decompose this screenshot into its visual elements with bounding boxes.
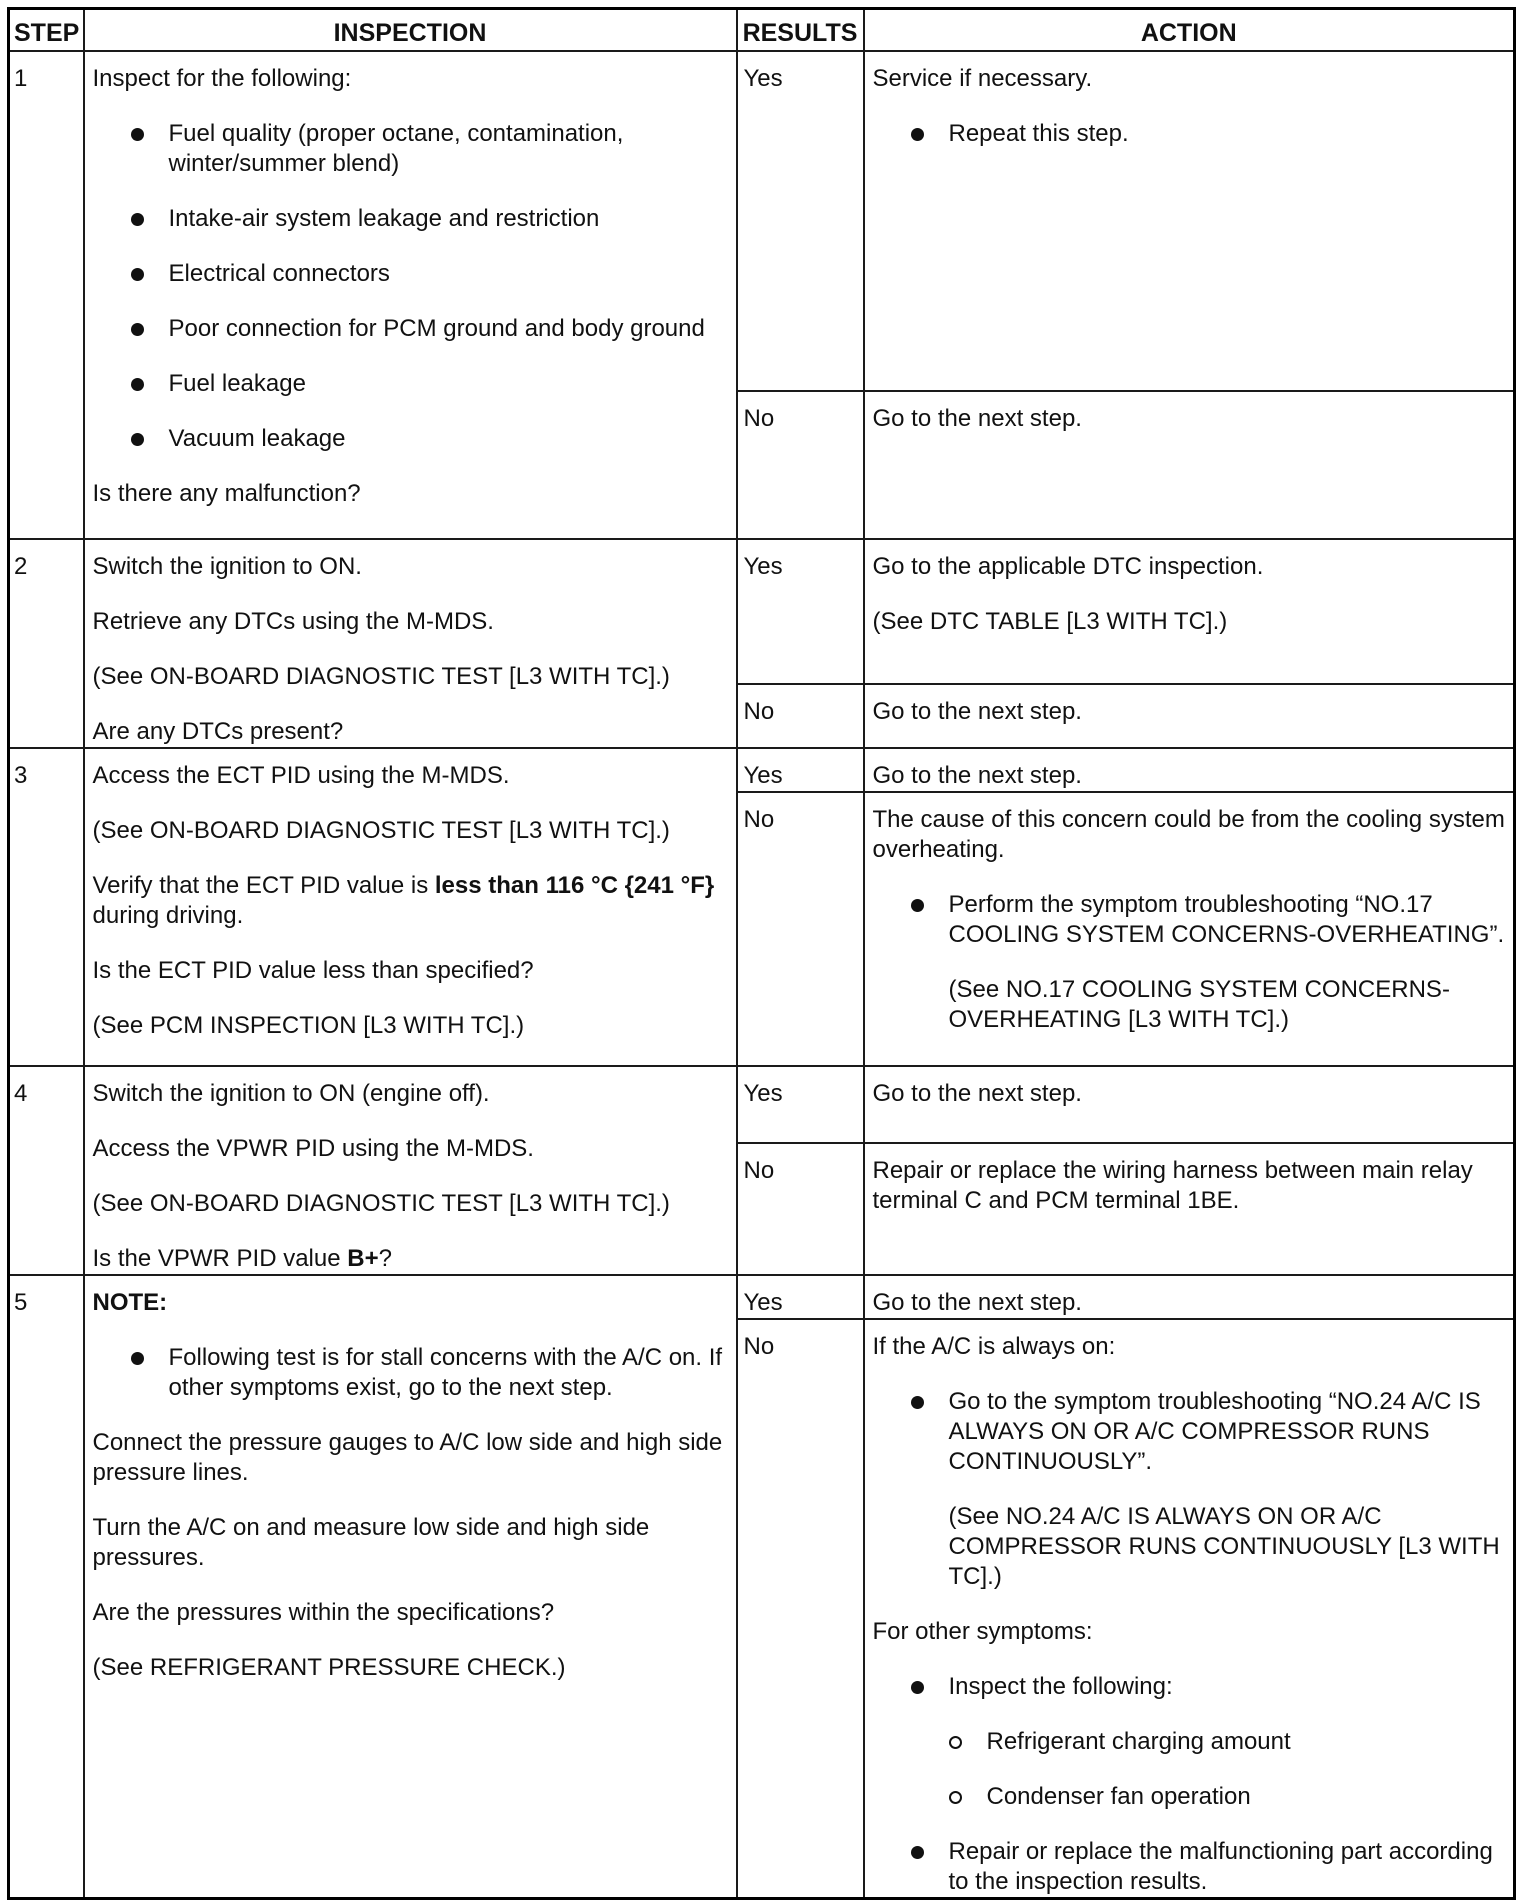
action-cell	[864, 748, 1515, 792]
sub-bullet-list	[949, 1727, 1506, 1812]
verify-text: Verify that the ECT PID value is	[92, 872, 435, 899]
action-cell	[864, 1319, 1515, 1899]
question-mark: ?	[378, 1245, 392, 1272]
header-row	[9, 9, 1515, 52]
action-text: Go to the next step.	[872, 1289, 1082, 1316]
table-row	[9, 748, 1515, 792]
inspection-text: Access the ECT PID using the M-MDS.	[92, 762, 510, 789]
action-bullet-list	[873, 1672, 1506, 1897]
note-label	[93, 1288, 728, 1318]
inspection-text	[93, 871, 728, 931]
spec-value: less than 116 °C {241 °F}	[434, 872, 715, 899]
action-bullet-list	[873, 119, 1506, 149]
inspection-question: Is the ECT PID value less than specified?	[92, 957, 534, 984]
troubleshooting-table	[7, 7, 1516, 1900]
result-no: No	[737, 1143, 864, 1275]
inspection-cell	[84, 51, 737, 539]
action-text: Go to the next step.	[872, 1080, 1082, 1107]
header-results: RESULTS	[737, 9, 864, 52]
step-number: 4	[9, 1066, 84, 1275]
action-bullet-list	[873, 1387, 1506, 1477]
troubleshooting-table-page	[7, 7, 1513, 1895]
action-text: For other symptoms:	[872, 1618, 1093, 1645]
action-text: Go to the next step.	[872, 698, 1082, 726]
list-item-text: Inspect the following:	[948, 1673, 1173, 1700]
list-item: Intake-air system leakage and restriction	[131, 204, 728, 234]
note-label-text: NOTE:	[92, 1289, 168, 1316]
table-row	[9, 1275, 1515, 1319]
list-item: Following test is for stall concerns with the A/C on. If other symptoms exist, go to the next step.	[131, 1343, 728, 1403]
result-no: No	[737, 391, 864, 539]
inspection-question: Are the pressures within the specifications?	[92, 1599, 555, 1626]
inspection-text: (See REFRIGERANT PRESSURE CHECK.)	[92, 1654, 566, 1681]
result-no: No	[737, 684, 864, 748]
result-yes: Yes	[737, 539, 864, 684]
inspection-cell	[84, 1275, 737, 1899]
inspection-cell	[84, 1066, 737, 1275]
inspection-text: Switch the ignition to ON.	[92, 553, 362, 580]
table-row	[9, 539, 1515, 684]
step-number: 3	[9, 748, 84, 1066]
list-item: Fuel quality (proper octane, contamination, winter/summer blend)	[131, 119, 728, 179]
result-yes: Yes	[737, 748, 864, 792]
step-number: 5	[9, 1275, 84, 1899]
action-cell	[864, 684, 1515, 748]
list-item	[911, 1672, 1506, 1812]
action-text: Service if necessary.	[872, 65, 1093, 92]
result-yes: Yes	[737, 1275, 864, 1319]
result-no: No	[737, 792, 864, 1066]
action-text: The cause of this concern could be from the cooling system overheating.	[872, 806, 1505, 863]
inspection-text: Turn the A/C on and measure low side and high side pressures.	[92, 1514, 650, 1571]
action-text: Repair or replace the wiring harness between main relay terminal C and PCM terminal 1BE.	[872, 1156, 1473, 1214]
action-cell	[864, 1143, 1515, 1275]
question-text: Is the VPWR PID value	[92, 1245, 348, 1272]
inspection-text: Retrieve any DTCs using the M-MDS.	[92, 608, 494, 635]
list-item: Repair or replace the malfunctioning part according to the inspection results.	[911, 1837, 1506, 1897]
step-number: 1	[9, 51, 84, 539]
action-text: Go to the next step.	[872, 762, 1082, 789]
table-row	[9, 51, 1515, 391]
inspection-text: (See ON-BOARD DIAGNOSTIC TEST [L3 WITH TC].)	[92, 1190, 670, 1217]
list-item: Electrical connectors	[131, 259, 728, 289]
inspection-text: Switch the ignition to ON (engine off).	[92, 1080, 490, 1107]
list-item: Refrigerant charging amount	[949, 1727, 1506, 1757]
list-item: Go to the symptom troubleshooting “NO.24 A/C IS ALWAYS ON OR A/C COMPRESSOR RUNS CONTINUOUSLY”.	[911, 1387, 1506, 1477]
list-item: Condenser fan operation	[949, 1782, 1506, 1812]
table-row	[9, 1066, 1515, 1143]
inspection-question: Are any DTCs present?	[92, 718, 344, 745]
action-cell	[864, 539, 1515, 684]
inspection-question: Is there any malfunction?	[92, 480, 361, 507]
result-yes: Yes	[737, 51, 864, 391]
action-text: Go to the applicable DTC inspection.	[872, 553, 1264, 580]
list-item: Vacuum leakage	[131, 424, 728, 454]
step-number: 2	[9, 539, 84, 748]
inspection-text: Inspect for the following:	[92, 65, 352, 92]
action-bullet-list	[873, 890, 1506, 950]
inspection-question	[93, 1244, 728, 1274]
result-yes: Yes	[737, 1066, 864, 1143]
action-text: (See DTC TABLE [L3 WITH TC].)	[872, 608, 1228, 635]
action-cell	[864, 792, 1515, 1066]
inspection-text: (See PCM INSPECTION [L3 WITH TC].)	[92, 1012, 525, 1039]
action-cell	[864, 1275, 1515, 1319]
action-see-reference: (See NO.17 COOLING SYSTEM CONCERNS-OVERHEATING [L3 WITH TC].)	[948, 976, 1450, 1033]
inspection-text: Access the VPWR PID using the M-MDS.	[92, 1135, 534, 1162]
header-inspection: INSPECTION	[84, 9, 737, 52]
inspection-bullet-list	[93, 119, 728, 454]
list-item: Fuel leakage	[131, 369, 728, 399]
header-action: ACTION	[864, 9, 1515, 52]
inspection-cell	[84, 748, 737, 1066]
list-item: Repeat this step.	[911, 119, 1506, 149]
action-cell	[864, 51, 1515, 391]
result-no: No	[737, 1319, 864, 1899]
inspection-text: (See ON-BOARD DIAGNOSTIC TEST [L3 WITH TC].)	[92, 663, 670, 690]
header-step: STEP	[9, 9, 84, 52]
spec-value: B+	[347, 1245, 379, 1272]
note-bullet-list	[93, 1343, 728, 1403]
list-item: Perform the symptom troubleshooting “NO.17 COOLING SYSTEM CONCERNS-OVERHEATING”.	[911, 890, 1506, 950]
action-text: Go to the next step.	[872, 405, 1082, 432]
action-cell	[864, 1066, 1515, 1143]
list-item: Poor connection for PCM ground and body ground	[131, 314, 728, 344]
inspection-cell	[84, 539, 737, 748]
action-text: If the A/C is always on:	[872, 1333, 1116, 1360]
inspection-text: (See ON-BOARD DIAGNOSTIC TEST [L3 WITH TC].)	[92, 817, 670, 844]
action-cell	[864, 391, 1515, 539]
action-see-reference: (See NO.24 A/C IS ALWAYS ON OR A/C COMPRESSOR RUNS CONTINUOUSLY [L3 WITH TC].)	[948, 1503, 1500, 1590]
inspection-text: Connect the pressure gauges to A/C low side and high side pressure lines.	[92, 1429, 723, 1486]
verify-text-end: during driving.	[92, 902, 244, 929]
